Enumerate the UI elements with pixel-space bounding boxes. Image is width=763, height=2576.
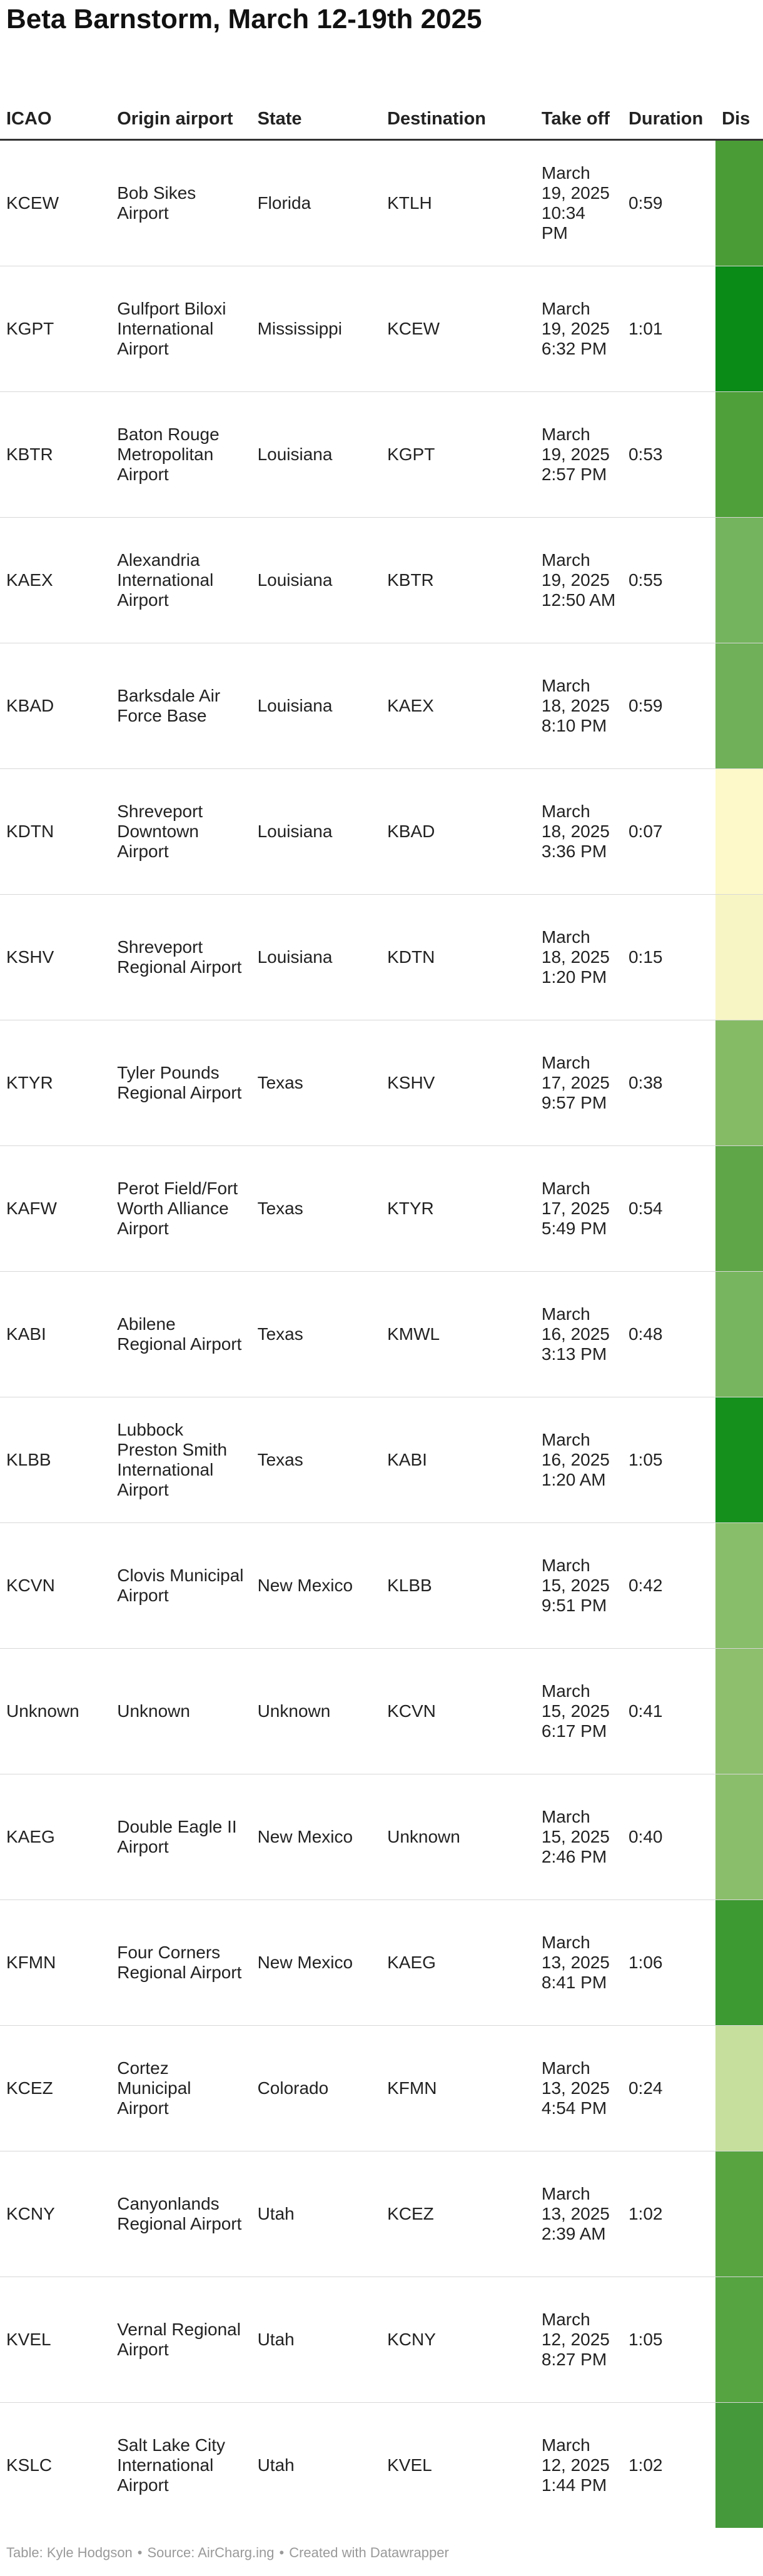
table-row [0, 1900, 763, 2026]
cell-takeoff: March 17, 2025 5:49 PM [535, 1146, 622, 1272]
cell-takeoff: March 13, 2025 8:41 PM [535, 1900, 622, 2026]
cell-distance-heat [715, 1523, 763, 1649]
column-header-takeoff[interactable]: Take off [535, 68, 622, 140]
cell-state: Florida [251, 140, 382, 266]
footer-source: Source: AirCharg.ing [147, 2545, 275, 2560]
flights-table-container [0, 68, 763, 2531]
distance-color-swatch [715, 1649, 763, 1774]
cell-takeoff: March 18, 2025 8:10 PM [535, 643, 622, 769]
cell-distance-heat [715, 769, 763, 895]
cell-state: Mississippi [251, 266, 382, 392]
cell-takeoff: March 18, 2025 3:36 PM [535, 769, 622, 895]
cell-origin-airport: Four Corners Regional Airport [111, 1900, 251, 2026]
cell-duration: 0:59 [622, 643, 715, 769]
cell-distance-heat [715, 1649, 763, 1774]
column-header-origin[interactable]: Origin airport [111, 68, 251, 140]
cell-icao: Unknown [0, 1649, 111, 1774]
cell-destination: KGPT [381, 392, 535, 518]
cell-state: Louisiana [251, 392, 382, 518]
distance-color-swatch [715, 141, 763, 266]
cell-takeoff: March 12, 2025 1:44 PM [541, 2435, 610, 2495]
cell-state: Colorado [251, 2026, 382, 2151]
cell-takeoff: March 18, 2025 1:20 PM [535, 895, 622, 1020]
distance-color-swatch [715, 518, 763, 643]
cell-takeoff: March 19, 2025 10:34 PM [535, 140, 622, 266]
column-header-icao[interactable]: ICAO [0, 68, 111, 140]
cell-origin-airport: Abilene Regional Airport [111, 1272, 251, 1397]
cell-distance-heat [715, 2403, 763, 2528]
cell-icao: KTYR [0, 1020, 111, 1146]
cell-distance-heat [715, 518, 763, 643]
cell-distance-heat [715, 895, 763, 1020]
distance-color-swatch [715, 895, 763, 1020]
table-row [0, 1397, 763, 1523]
table-row [0, 1020, 763, 1146]
cell-state: Louisiana [251, 643, 382, 769]
table-row [0, 1649, 763, 1774]
table-row [0, 2026, 763, 2151]
cell-state: Utah [251, 2277, 382, 2403]
cell-distance-heat [715, 1774, 763, 1900]
cell-distance-heat [715, 1272, 763, 1397]
cell-icao: KBTR [0, 392, 111, 518]
distance-color-swatch [715, 2277, 763, 2402]
cell-state: Texas [251, 1272, 382, 1397]
cell-state: New Mexico [251, 1523, 382, 1649]
table-row [0, 2277, 763, 2403]
cell-takeoff: March 17, 2025 9:57 PM [535, 1020, 622, 1146]
cell-destination: KABI [381, 1397, 535, 1523]
cell-icao: KSHV [0, 895, 111, 1020]
distance-color-swatch [715, 392, 763, 517]
cell-takeoff: March 12, 2025 8:27 PM [535, 2277, 622, 2403]
cell-duration: 1:06 [622, 1900, 715, 2026]
cell-takeoff: March 13, 2025 2:39 AM [535, 2151, 622, 2277]
cell-icao: KABI [0, 1272, 111, 1397]
table-row [0, 1774, 763, 1900]
cell-origin-airport: Double Eagle II Airport [111, 1774, 251, 1900]
cell-destination: KVEL [387, 2455, 432, 2475]
table-row [0, 643, 763, 769]
cell-distance-heat [715, 643, 763, 769]
cell-takeoff: March 13, 2025 4:54 PM [535, 2026, 622, 2151]
cell-distance-heat [715, 2026, 763, 2151]
cell-destination: Unknown [381, 1774, 535, 1900]
cell-origin-airport: Canyonlands Regional Airport [111, 2151, 251, 2277]
cell-duration: 0:55 [622, 518, 715, 643]
cell-destination: KCVN [381, 1649, 535, 1774]
cell-destination: KTYR [381, 1146, 535, 1272]
cell-state: Utah [251, 2151, 382, 2277]
column-header-destination[interactable]: Destination [381, 68, 535, 140]
distance-color-swatch [715, 1397, 763, 1522]
table-row [0, 518, 763, 643]
cell-origin-airport: Bob Sikes Airport [111, 140, 251, 266]
footer-datawrapper-credit: Created with Datawrapper [289, 2545, 449, 2560]
cell-destination: KDTN [381, 895, 535, 1020]
cell-origin-airport: Clovis Municipal Airport [111, 1523, 251, 1649]
footer-separator: • [279, 2545, 285, 2560]
cell-icao: KGPT [0, 266, 111, 392]
cell-origin-airport: Cortez Municipal Airport [111, 2026, 251, 2151]
cell-duration: 0:59 [622, 140, 715, 266]
distance-color-swatch [715, 2026, 763, 2151]
cell-duration: 0:48 [622, 1272, 715, 1397]
column-header-distance[interactable]: Dis [715, 68, 763, 140]
cell-duration: 1:05 [622, 1397, 715, 1523]
table-header [0, 68, 763, 140]
table-row [0, 895, 763, 1020]
cell-destination: KAEX [381, 643, 535, 769]
cell-duration: 1:05 [622, 2277, 715, 2403]
cell-takeoff: March 19, 2025 2:57 PM [535, 392, 622, 518]
distance-color-swatch [715, 2403, 763, 2528]
cell-distance-heat [715, 1146, 763, 1272]
cell-origin-airport: Alexandria International Airport [111, 518, 251, 643]
page-title: Beta Barnstorm, March 12-19th 2025 [6, 4, 482, 34]
cell-destination: KAEG [381, 1900, 535, 2026]
cell-duration: 1:02 [622, 2151, 715, 2277]
cell-takeoff: March 15, 2025 9:51 PM [535, 1523, 622, 1649]
distance-color-swatch [715, 643, 763, 768]
cell-duration: 0:42 [622, 1523, 715, 1649]
cell-origin-airport: Unknown [111, 1649, 251, 1774]
cell-takeoff: March 15, 2025 2:46 PM [535, 1774, 622, 1900]
cell-duration: 0:38 [622, 1020, 715, 1146]
cell-icao: KAFW [0, 1146, 111, 1272]
cell-state: Unknown [251, 1649, 382, 1774]
cell-distance-heat [715, 2151, 763, 2277]
distance-color-swatch [715, 1146, 763, 1271]
cell-icao: KVEL [0, 2277, 111, 2403]
cell-duration: 1:02 [628, 2455, 663, 2475]
footer-table-credit: Table: Kyle Hodgson [6, 2545, 133, 2560]
cell-icao: KAEG [0, 1774, 111, 1900]
cell-origin-airport: Shreveport Downtown Airport [111, 769, 251, 895]
cell-origin-airport: Tyler Pounds Regional Airport [111, 1020, 251, 1146]
cell-takeoff: March 19, 2025 6:32 PM [535, 266, 622, 392]
table-row [0, 140, 763, 266]
cell-duration: 0:24 [622, 2026, 715, 2151]
cell-distance-heat [715, 1397, 763, 1523]
column-header-state[interactable]: State [251, 68, 382, 140]
cell-icao: KDTN [0, 769, 111, 895]
cell-distance-heat [715, 140, 763, 266]
table-row [0, 1146, 763, 1272]
table-row [0, 1272, 763, 1397]
cell-origin-airport: Barksdale Air Force Base [111, 643, 251, 769]
distance-color-swatch [715, 1900, 763, 2025]
cell-origin-airport: Vernal Regional Airport [111, 2277, 251, 2403]
cell-destination: KBAD [381, 769, 535, 895]
distance-color-swatch [715, 266, 763, 391]
cell-origin-airport: Gulfport Biloxi International Airport [111, 266, 251, 392]
cell-duration: 0:41 [622, 1649, 715, 1774]
cell-distance-heat [715, 1900, 763, 2026]
cell-icao: KFMN [0, 1900, 111, 2026]
cell-distance-heat [715, 1020, 763, 1146]
cell-state: New Mexico [251, 1774, 382, 1900]
cell-state: Louisiana [251, 769, 382, 895]
cell-destination: KCEW [381, 266, 535, 392]
footer-separator: • [137, 2545, 143, 2560]
cell-duration: 0:15 [622, 895, 715, 1020]
footer [6, 2545, 449, 2561]
column-header-duration[interactable]: Duration [622, 68, 715, 140]
cell-destination: KBTR [381, 518, 535, 643]
cell-state: Utah [257, 2455, 295, 2475]
cell-origin-airport: Salt Lake City International Airport [117, 2435, 225, 2495]
cell-duration: 0:40 [622, 1774, 715, 1900]
cell-icao: KCVN [0, 1523, 111, 1649]
cell-destination: KLBB [381, 1523, 535, 1649]
cell-icao: KAEX [0, 518, 111, 643]
cell-state: Texas [251, 1397, 382, 1523]
cell-takeoff: March 16, 2025 3:13 PM [535, 1272, 622, 1397]
cell-icao: KCEW [0, 140, 111, 266]
cell-destination: KTLH [381, 140, 535, 266]
cell-icao: KBAD [0, 643, 111, 769]
cell-duration: 0:53 [622, 392, 715, 518]
cell-icao: KCNY [0, 2151, 111, 2277]
cell-takeoff: March 15, 2025 6:17 PM [535, 1649, 622, 1774]
cell-origin-airport: Baton Rouge Metropolitan Airport [111, 392, 251, 518]
distance-color-swatch [715, 1774, 763, 1899]
cell-origin-airport: Shreveport Regional Airport [111, 895, 251, 1020]
cell-state: Louisiana [251, 895, 382, 1020]
distance-color-swatch [715, 2151, 763, 2277]
cell-destination: KSHV [381, 1020, 535, 1146]
cell-destination: KCNY [381, 2277, 535, 2403]
cell-destination: KCEZ [381, 2151, 535, 2277]
cell-destination: KMWL [381, 1272, 535, 1397]
cell-state: Texas [251, 1146, 382, 1272]
table-row [0, 2403, 763, 2528]
distance-color-swatch [715, 769, 763, 894]
cell-state: New Mexico [251, 1900, 382, 2026]
flights-table [0, 68, 763, 2528]
cell-duration: 0:54 [622, 1146, 715, 1272]
distance-color-swatch [715, 1523, 763, 1648]
cell-takeoff: March 19, 2025 12:50 AM [535, 518, 622, 643]
cell-duration: 1:01 [622, 266, 715, 392]
cell-icao: KLBB [0, 1397, 111, 1523]
cell-icao: KSLC [6, 2455, 53, 2475]
cell-origin-airport: Perot Field/Fort Worth Alliance Airport [111, 1146, 251, 1272]
cell-duration: 0:07 [622, 769, 715, 895]
cell-distance-heat [715, 392, 763, 518]
table-row [0, 1523, 763, 1649]
cell-state: Texas [251, 1020, 382, 1146]
table-row [0, 2151, 763, 2277]
cell-distance-heat [715, 266, 763, 392]
cell-icao: KCEZ [0, 2026, 111, 2151]
distance-color-swatch [715, 1272, 763, 1397]
table-body [0, 140, 763, 2528]
cell-destination: KFMN [381, 2026, 535, 2151]
cell-state: Louisiana [251, 518, 382, 643]
table-row [0, 392, 763, 518]
cell-distance-heat [715, 2277, 763, 2403]
distance-color-swatch [715, 1020, 763, 1145]
table-row [0, 769, 763, 895]
cell-takeoff: March 16, 2025 1:20 AM [535, 1397, 622, 1523]
cell-origin-airport: Lubbock Preston Smith International Airport [111, 1397, 251, 1523]
table-row [0, 266, 763, 392]
